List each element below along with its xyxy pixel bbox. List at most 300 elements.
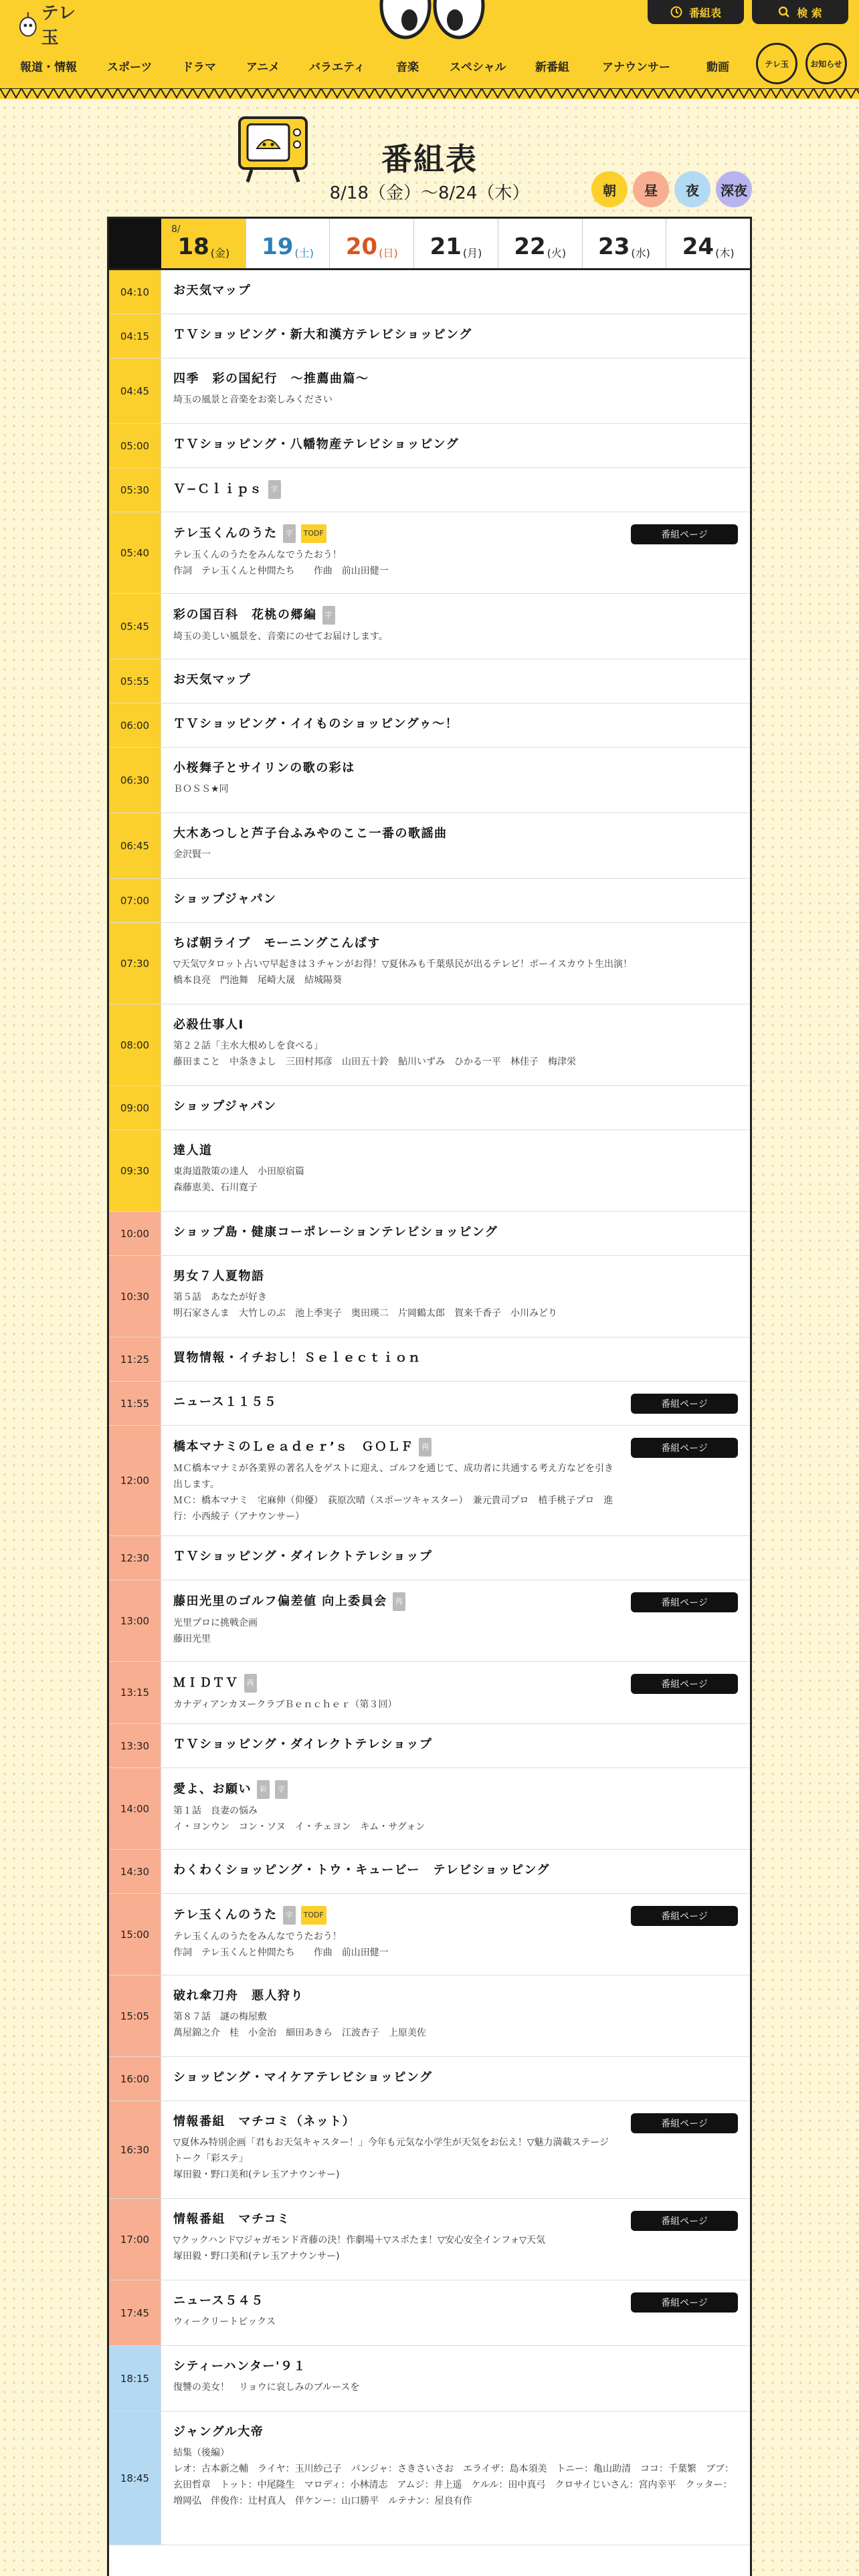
program-time: 17:00	[109, 2199, 161, 2280]
program-cell	[161, 512, 750, 593]
program-time: 12:30	[109, 1536, 161, 1580]
program-mark-badge: 再	[393, 1592, 405, 1611]
day-tab-weekday: (月)	[462, 247, 482, 259]
program-time: 18:15	[109, 2346, 161, 2411]
program-time: 18:45	[109, 2411, 161, 2545]
day-tab-date: 19	[262, 233, 294, 260]
day-tab-18[interactable]	[161, 219, 246, 268]
program-time: 13:15	[109, 1662, 161, 1723]
program-page-button[interactable]: 番組ページ	[631, 1592, 738, 1612]
program-title[interactable]	[173, 1438, 616, 1457]
program-cell	[161, 748, 750, 813]
program-cell	[161, 1536, 750, 1580]
program-title[interactable]	[173, 2358, 737, 2375]
program-row[interactable]	[109, 1662, 750, 1724]
program-time: 08:00	[109, 1004, 161, 1085]
program-row[interactable]	[109, 1086, 750, 1130]
program-title[interactable]	[173, 1394, 616, 1411]
program-title[interactable]	[173, 1268, 737, 1285]
program-row[interactable]	[109, 2280, 750, 2346]
program-row[interactable]	[109, 1580, 750, 1662]
program-row[interactable]	[109, 1768, 750, 1850]
program-page-button[interactable]: 番組ページ	[631, 2113, 738, 2133]
program-description-line: 光里プロに挑戦企画	[173, 1618, 258, 1628]
program-title-text: ショップジャパン	[173, 1099, 277, 1113]
program-description-line: 藤田光里	[173, 1634, 211, 1644]
program-row[interactable]	[109, 748, 750, 813]
program-description-line: ▽天気▽タロット占い▽早起きは３チャンがお得！▽夏休みも千葉県民が出るテレビ！ボーイスカウト生出演！	[173, 959, 632, 970]
program-time: 04:45	[109, 358, 161, 423]
program-title-text: Ｖ−Ｃｌｉｐｓ	[173, 482, 263, 496]
program-time: 05:40	[109, 512, 161, 593]
program-time: 16:00	[109, 2057, 161, 2101]
program-row[interactable]	[109, 594, 750, 659]
program-cell	[161, 2057, 750, 2101]
latenight-jump-button[interactable]	[716, 171, 752, 207]
program-time: 06:00	[109, 704, 161, 747]
program-title[interactable]	[173, 436, 737, 453]
program-row[interactable]	[109, 1004, 750, 1086]
program-title-text: 必殺仕事人Ⅰ	[173, 1018, 244, 1032]
program-description-line: 藤田まこと 中条きよし 三田村邦彦 山田五十鈴 鮎川いずみ ひかる一平 林佳子 梅津栄	[173, 1057, 576, 1067]
program-row[interactable]	[109, 2346, 750, 2411]
program-title[interactable]	[173, 524, 616, 543]
date-range: 8/18（金）〜8/24（木）	[329, 183, 530, 203]
program-time: 05:00	[109, 424, 161, 467]
program-mark-badge: 字	[268, 480, 281, 499]
program-mark-badge: 字	[322, 606, 335, 625]
program-cell	[161, 1580, 750, 1661]
program-time: 09:00	[109, 1086, 161, 1130]
program-cell	[161, 1662, 750, 1723]
program-time: 04:15	[109, 314, 161, 358]
program-row[interactable]	[109, 314, 750, 358]
program-title-text: 情報番組 マチコミ（ネット）	[173, 2115, 356, 2129]
program-description	[173, 847, 737, 863]
program-title-text: ＴＶショッピング・ダイレクトテレショップ	[173, 1737, 433, 1751]
program-cell	[161, 2411, 750, 2545]
schedule-table	[107, 217, 752, 2576]
program-row[interactable]	[109, 358, 750, 424]
program-cell	[161, 659, 750, 703]
program-description-line: カナディアンカヌークラブＢｅｎｃｈｅｒ（第３回）	[173, 1699, 397, 1710]
program-time: 07:00	[109, 879, 161, 922]
program-title[interactable]	[173, 606, 737, 625]
program-row[interactable]	[109, 1426, 750, 1536]
day-tab-weekday: (木)	[715, 247, 735, 259]
program-description-line: 埼玉の美しい風景を、音楽にのせてお届けします。	[173, 631, 388, 642]
program-title-text: ＴＶショッピング・イイものショッピングゥ〜！	[173, 717, 459, 731]
program-row[interactable]	[109, 659, 750, 704]
program-title-text: お天気マップ	[173, 673, 252, 687]
program-title[interactable]	[173, 480, 737, 499]
program-cell	[161, 2199, 750, 2280]
program-title[interactable]	[173, 1350, 737, 1367]
program-title-text: 小桜舞子とサイリンの歌の彩は	[173, 761, 355, 775]
day-tabs-corner	[109, 219, 161, 268]
program-title[interactable]	[173, 1016, 737, 1034]
program-title-text: ＴＶショッピング・ダイレクトテレショップ	[173, 1549, 433, 1564]
program-time: 10:30	[109, 1256, 161, 1337]
program-cell	[161, 1130, 750, 1211]
day-tabs	[109, 217, 750, 270]
program-title-text: ニュース５４５	[173, 2294, 264, 2308]
program-time: 06:45	[109, 813, 161, 878]
badge-news[interactable]	[805, 43, 847, 84]
program-row[interactable]	[109, 1382, 750, 1426]
program-title-text: 橋本マナミのＬｅａｄｅｒ’ｓ ＧＯＬＦ	[173, 1440, 414, 1454]
program-description-line: ＭＣ橋本マナミが各業界の著名人をゲストに迎え、ゴルフを通じて、成功者に共通する考え方などを引き出します。	[173, 1463, 613, 1490]
program-title[interactable]	[173, 1674, 616, 1693]
program-title[interactable]	[173, 1780, 737, 1799]
program-cell	[161, 424, 750, 467]
program-title[interactable]	[173, 326, 737, 344]
program-time: 09:30	[109, 1130, 161, 1211]
program-title-text: ショッピング・マイケアテレビショッピング	[173, 2070, 433, 2084]
program-title-text: ショップ島・健康コーポレーションテレビショッピング	[173, 1225, 498, 1239]
program-title[interactable]	[173, 2069, 737, 2086]
program-cell	[161, 1426, 750, 1535]
badge-news-label: お知らせ	[810, 59, 842, 69]
program-title[interactable]	[173, 1736, 737, 1753]
program-description	[173, 1803, 737, 1835]
program-description-line: ウィークリートピックス	[173, 2317, 276, 2327]
program-description-line: イ・ヨンウン コン・ソヌ イ・チェヨン キム・サグォン	[173, 1822, 425, 1832]
page-title: 番組表	[381, 141, 478, 177]
program-title-text: ＴＶショッピング・新大和漢方テレビショッピング	[173, 328, 472, 342]
badge-teletama-label: テレ玉	[765, 59, 789, 69]
program-title-text: ちば朝ライブ モーニングこんぱす	[173, 936, 381, 950]
program-cell	[161, 1975, 750, 2056]
day-tab-weekday: (土)	[294, 247, 314, 259]
nav-variety[interactable]: バラエティ	[309, 61, 365, 74]
program-title[interactable]	[173, 1142, 737, 1160]
program-title-text: ニュース１１５５	[173, 1395, 278, 1409]
program-page-button[interactable]: 番組ページ	[631, 1906, 738, 1926]
program-title[interactable]	[173, 370, 737, 388]
program-row[interactable]	[109, 468, 750, 512]
program-row[interactable]	[109, 813, 750, 879]
program-description-line: 塚田毅・野口美和(テレ玉アナウンサー)	[173, 2169, 340, 2180]
program-row[interactable]	[109, 1130, 750, 1212]
program-title[interactable]	[173, 2211, 616, 2228]
title-area	[0, 114, 859, 214]
program-title-text: 情報番組 マチコミ	[173, 2212, 290, 2226]
program-cell	[161, 1337, 750, 1381]
program-cell	[161, 1894, 750, 1975]
program-cell	[161, 1724, 750, 1767]
schedule-button-label: 番組表	[688, 6, 721, 19]
program-mark-badge: 彩	[257, 1780, 270, 1799]
nav-drama[interactable]: ドラマ	[182, 61, 216, 74]
program-title-text: 達人道	[173, 1144, 213, 1158]
program-description	[173, 2135, 616, 2183]
program-mark-badge: 再	[419, 1438, 432, 1457]
nav-announcers[interactable]: アナウンサー	[602, 61, 670, 74]
program-row[interactable]	[109, 2199, 750, 2280]
program-title[interactable]	[173, 671, 737, 689]
program-title-text: 破れ傘刀舟 悪人狩り	[173, 1989, 304, 2003]
program-cell	[161, 1382, 750, 1425]
program-title-text: お天気マップ	[173, 284, 252, 298]
site-logo[interactable]	[19, 3, 92, 48]
main-nav	[0, 58, 859, 78]
program-description	[173, 956, 737, 988]
program-description-line: 作詞 テレ玉くんと仲間たち 作曲 前山田健一	[173, 1947, 389, 1958]
program-description-line: 第１話 良妻の悩み	[173, 1806, 258, 1816]
day-tab-21[interactable]	[413, 219, 498, 268]
program-cell	[161, 1086, 750, 1130]
program-description-line: 第８７話 謎の梅屋敷	[173, 2012, 267, 2022]
program-title[interactable]	[173, 1098, 737, 1115]
program-page-button[interactable]: 番組ページ	[631, 1394, 738, 1414]
day-tab-date: 20	[345, 233, 378, 260]
program-description-line: 金沢賢一	[173, 849, 211, 860]
program-title[interactable]	[173, 1906, 616, 1925]
nav-new-programs[interactable]: 新番組	[535, 61, 569, 74]
program-description	[173, 629, 737, 645]
program-description-line: 第２２話「主水大根めしを食べる」	[173, 1041, 323, 1051]
program-row[interactable]	[109, 1337, 750, 1382]
nav-sports[interactable]: スポーツ	[107, 61, 153, 74]
program-description-line: レオ：古本新之輔 ライヤ：玉川紗己子 パンジャ：さきさいさお エライザ：島本須美 トニー：亀山助清 ココ：千葉繁 ブブ：玄田哲章 トット：中尾隆生 マロディ：小林清志 アムジ：井上遥 ケルル：田中真弓 クロサイじいさん：宮内幸平 クッター：増岡弘 伴俊作：辻村真人 伴ケンー：山口勝平 ルテナン：屋良有作	[173, 2464, 734, 2506]
program-title-text: テレ玉くんのうた	[173, 526, 278, 540]
program-mark-badge: 字	[275, 1780, 288, 1799]
program-description-line: 森藤恵美、石川寛子	[173, 1182, 258, 1193]
program-description	[173, 1164, 737, 1196]
program-time: 14:00	[109, 1768, 161, 1849]
program-row[interactable]	[109, 1724, 750, 1768]
program-description	[173, 781, 737, 797]
morning-label: 朝	[603, 182, 616, 199]
program-title-text: ショップジャパン	[173, 892, 277, 906]
program-description-line: 塚田毅・野口美和(テレ玉アナウンサー)	[173, 2251, 340, 2262]
program-mark-badge: 字	[283, 1906, 296, 1925]
program-title[interactable]	[173, 716, 737, 733]
header-zigzag-divider	[0, 88, 859, 100]
program-title[interactable]	[173, 760, 737, 777]
program-time: 11:55	[109, 1382, 161, 1425]
program-description	[173, 2445, 737, 2509]
day-tab-23[interactable]	[582, 219, 666, 268]
program-page-button[interactable]: 番組ページ	[631, 2211, 738, 2231]
program-description	[173, 1615, 616, 1647]
nav-anime[interactable]: アニメ	[246, 61, 280, 74]
program-row[interactable]	[109, 2057, 750, 2101]
program-description	[173, 392, 737, 408]
program-time: 15:05	[109, 1975, 161, 2056]
program-cell	[161, 314, 750, 358]
program-description	[173, 1697, 616, 1713]
program-row[interactable]	[109, 1975, 750, 2057]
program-cell	[161, 1212, 750, 1255]
program-description	[173, 1929, 616, 1961]
program-title-text: テレ玉くんのうた	[173, 1908, 278, 1922]
program-cell	[161, 2346, 750, 2411]
program-description-line: ＢＯＳＳ★同	[173, 784, 229, 794]
program-description-line: 復讐の美女！ リョウに哀しみのブルースを	[173, 2382, 360, 2393]
program-time: 15:00	[109, 1894, 161, 1975]
daytime-label: 昼	[644, 182, 658, 199]
day-tab-24[interactable]	[666, 219, 750, 268]
program-title[interactable]	[173, 2113, 616, 2131]
program-title-text: 藤田光里のゴルフ偏差値 向上委員会	[173, 1594, 387, 1608]
day-tab-weekday: (日)	[379, 247, 398, 259]
program-title-text: ジャングル大帝	[173, 2425, 264, 2439]
program-row[interactable]	[109, 270, 750, 314]
daytime-jump-button[interactable]	[633, 171, 669, 207]
program-row[interactable]	[109, 704, 750, 748]
program-description-line: ▽クックハンド▽ジャガモンド斉藤の決！作劇場＋▽スポたま！▽安心安全インフォ▽天気	[173, 2235, 546, 2246]
program-title-text: 彩の国百科 花桃の郷編	[173, 608, 317, 622]
program-cell	[161, 1768, 750, 1849]
search-button[interactable]	[752, 0, 848, 24]
day-tab-month: 8/	[171, 224, 181, 235]
nav-news[interactable]: 報道・情報	[20, 61, 77, 74]
program-title[interactable]	[173, 2424, 737, 2441]
program-time: 12:00	[109, 1426, 161, 1535]
program-row[interactable]	[109, 1212, 750, 1256]
program-mark-badge: 再	[244, 1674, 257, 1693]
program-time: 17:45	[109, 2280, 161, 2345]
program-row[interactable]	[109, 879, 750, 923]
program-description	[173, 2379, 737, 2395]
search-icon	[778, 6, 790, 18]
program-description	[173, 1461, 616, 1525]
program-title[interactable]	[173, 1224, 737, 1241]
program-time: 06:30	[109, 748, 161, 813]
program-cell	[161, 594, 750, 659]
program-time: 13:00	[109, 1580, 161, 1661]
program-description-line: 橋本良亮 門池舞 尾崎大晟 結城陽葵	[173, 975, 342, 986]
day-tab-22[interactable]	[498, 219, 582, 268]
program-cell	[161, 923, 750, 1004]
program-description-line: テレ玉くんのうたをみんなでうたおう！	[173, 550, 342, 560]
program-time: 05:30	[109, 468, 161, 512]
program-description	[173, 2232, 616, 2264]
program-row[interactable]	[109, 923, 750, 1004]
program-cell	[161, 270, 750, 314]
program-title-text: ＴＶショッピング・八幡物産テレビショッピング	[173, 437, 460, 451]
program-page-button[interactable]: 番組ページ	[631, 2292, 738, 2313]
day-tab-weekday: (水)	[631, 247, 650, 259]
schedule-button[interactable]	[648, 0, 744, 24]
day-tab-date: 18	[177, 233, 209, 260]
program-description-line: 埼玉の風景と音楽をお楽しみください	[173, 395, 332, 405]
search-button-label: 検 索	[797, 6, 822, 19]
program-title-text: 男女７人夏物語	[173, 1269, 265, 1283]
program-list	[109, 270, 750, 2545]
program-cell	[161, 2280, 750, 2345]
program-title[interactable]	[173, 282, 737, 300]
program-title-text: わくわくショッピング・トウ・キュービー テレビショッピング	[173, 1863, 550, 1877]
program-cell	[161, 1004, 750, 1085]
program-row[interactable]	[109, 1256, 750, 1337]
program-title[interactable]	[173, 1592, 616, 1611]
program-description	[173, 1038, 737, 1070]
program-title[interactable]	[173, 1988, 737, 2005]
program-title[interactable]	[173, 891, 737, 908]
evening-label: 夜	[686, 182, 699, 199]
day-tab-date: 22	[514, 233, 546, 260]
program-time: 14:30	[109, 1850, 161, 1893]
program-cell	[161, 2101, 750, 2198]
latenight-label: 深夜	[721, 182, 747, 199]
program-title[interactable]	[173, 935, 737, 952]
day-tab-19[interactable]	[246, 219, 330, 268]
mascot-logo-icon	[19, 11, 37, 37]
program-description	[173, 1289, 737, 1321]
program-page-button[interactable]: 番組ページ	[631, 1438, 738, 1458]
day-tab-weekday: (火)	[547, 247, 567, 259]
program-description	[173, 547, 616, 579]
badge-teletama[interactable]	[756, 43, 797, 84]
site-header	[0, 0, 859, 99]
day-tab-date: 24	[682, 233, 714, 260]
program-row[interactable]	[109, 1536, 750, 1580]
program-page-button[interactable]: 番組ページ	[631, 1674, 738, 1694]
program-mark-badge: TODF	[301, 1906, 326, 1925]
program-row[interactable]	[109, 1894, 750, 1975]
program-row[interactable]	[109, 424, 750, 468]
program-cell	[161, 358, 750, 423]
nav-videos[interactable]: 動画	[706, 61, 729, 74]
program-title-text: ＭＩＤＴＶ	[173, 1676, 239, 1690]
program-cell	[161, 1850, 750, 1893]
program-row[interactable]	[109, 2411, 750, 2545]
program-title-text: シティーハンター'９１	[173, 2359, 306, 2373]
program-title-text: 四季 彩の国紀行 〜推薦曲篇〜	[173, 372, 369, 386]
program-title-text: 大木あつしと芦子台ふみやのここ一番の歌謡曲	[173, 827, 448, 841]
day-tab-date: 23	[598, 233, 630, 260]
logo-text: テレ玉	[41, 3, 76, 48]
program-cell	[161, 1256, 750, 1337]
program-description-line: 作詞 テレ玉くんと仲間たち 作曲 前山田健一	[173, 566, 389, 576]
program-description-line: ＭＣ：橋本マナミ 宅麻伸（仰優） 荻原次晴（スポーツキャスター） 兼元貴司プロ 植手桃子プロ 進行：小西綾子（アナウンサー）	[173, 1495, 613, 1522]
morning-jump-button[interactable]	[591, 171, 628, 207]
program-description-line: 萬屋錦之介 桂 小金治 細田あきら 江波杏子 上原美佐	[173, 2028, 426, 2038]
program-page-button[interactable]: 番組ページ	[631, 524, 738, 544]
program-description-line: ▽夏休み特別企画「君もお天気キャスター！」今年も元気な小学生が天気をお伝え！▽魅力満載ステージトーク「彩ステ」	[173, 2137, 609, 2164]
program-title-text: 買物情報・イチおし！Ｓｅｌｅｃｔｉｏｎ	[173, 1351, 421, 1365]
program-time: 16:30	[109, 2101, 161, 2198]
evening-jump-button[interactable]	[674, 171, 710, 207]
program-time: 10:00	[109, 1212, 161, 1255]
nav-music[interactable]: 音楽	[396, 61, 419, 74]
program-title[interactable]	[173, 2292, 616, 2310]
program-time: 11:25	[109, 1337, 161, 1381]
program-time: 05:45	[109, 594, 161, 659]
program-row[interactable]	[109, 2101, 750, 2199]
program-cell	[161, 704, 750, 747]
program-row[interactable]	[109, 1850, 750, 1894]
program-title[interactable]	[173, 825, 737, 843]
program-time: 13:30	[109, 1724, 161, 1767]
program-title[interactable]	[173, 1862, 737, 1879]
program-cell	[161, 879, 750, 922]
program-time: 05:55	[109, 659, 161, 703]
program-description	[173, 2314, 616, 2330]
program-row[interactable]	[109, 512, 750, 594]
program-time: 04:10	[109, 270, 161, 314]
day-tab-20[interactable]	[329, 219, 413, 268]
program-title[interactable]	[173, 1548, 737, 1566]
program-description-line: 第５話 あなたが好き	[173, 1292, 267, 1303]
program-description-line: テレ玉くんのうたをみんなでうたおう！	[173, 1931, 342, 1942]
program-description-line: 東海道散策の達人 小田原宿篇	[173, 1166, 304, 1177]
mascot-eyes-icon	[379, 0, 486, 40]
nav-special[interactable]: スペシャル	[450, 61, 506, 74]
